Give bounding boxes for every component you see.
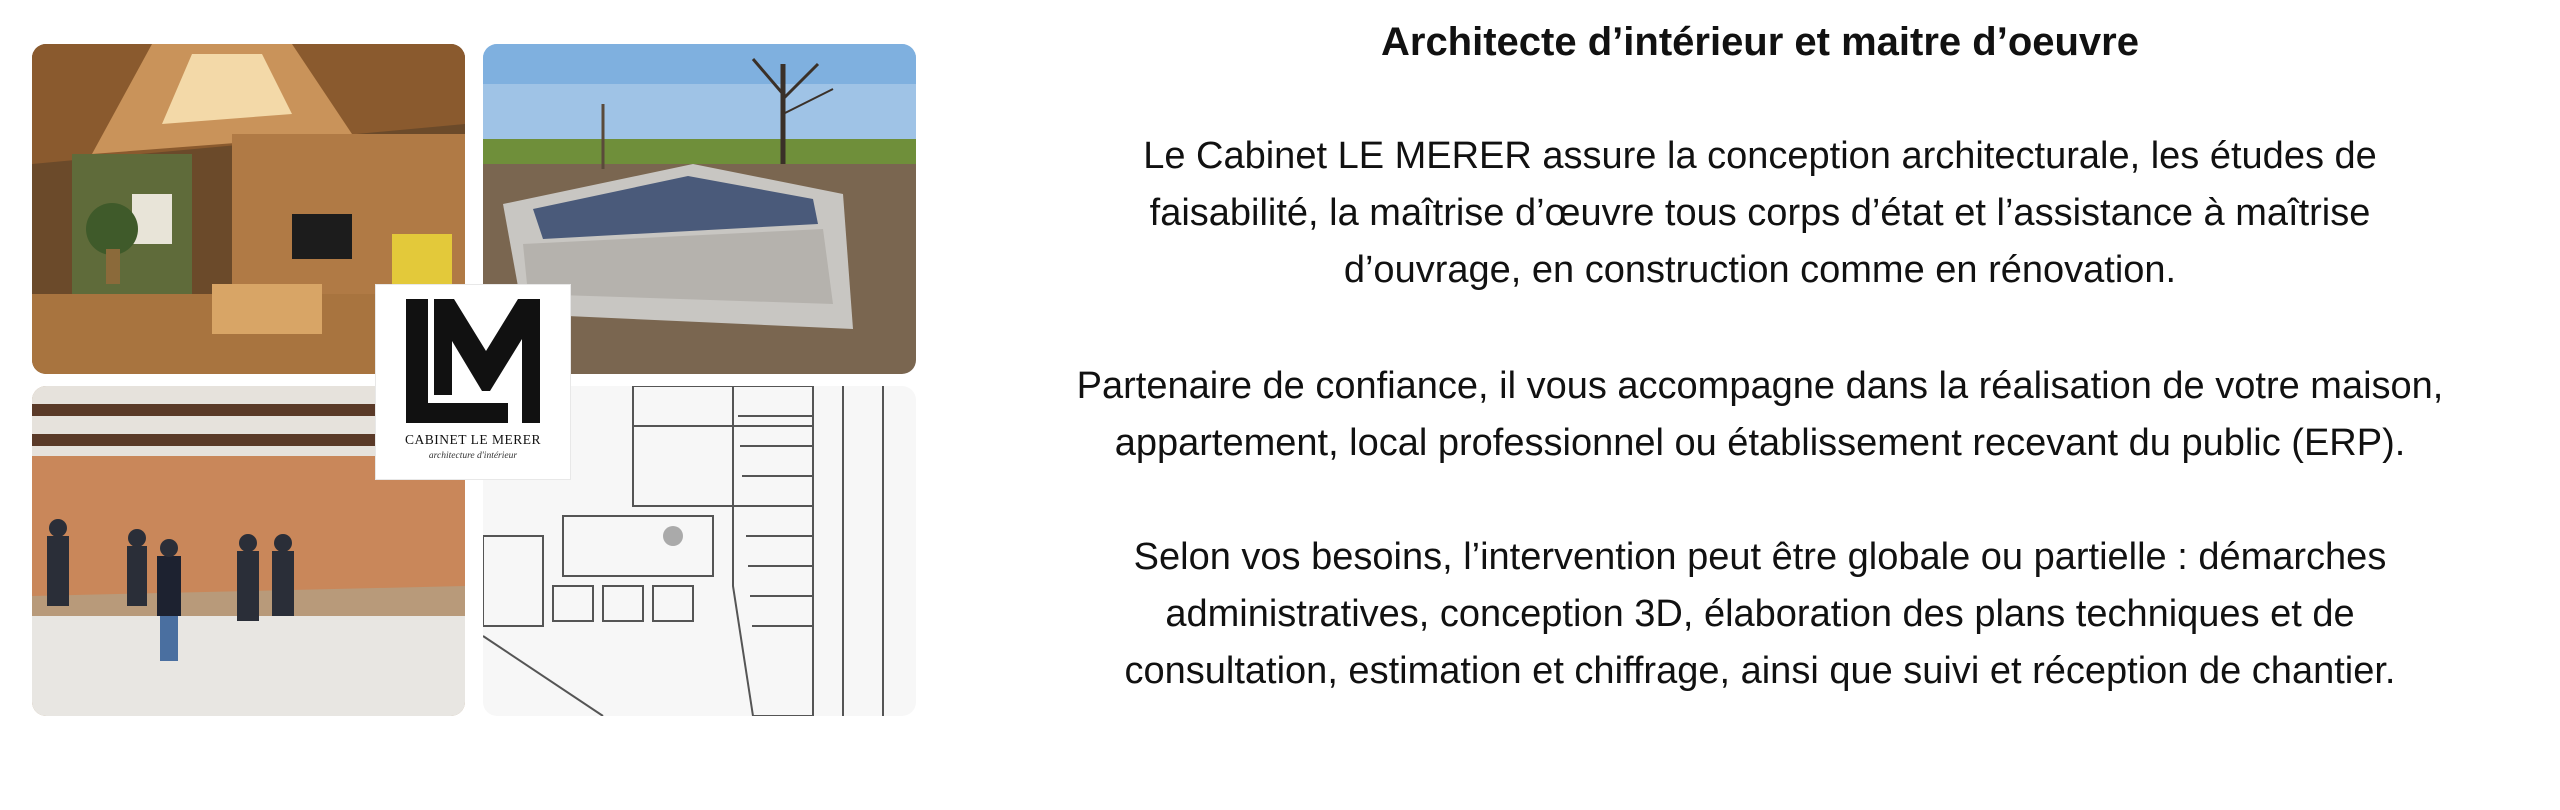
photo-collage [0, 0, 940, 810]
paragraph-partner [960, 358, 2560, 472]
lm-monogram-icon [398, 295, 548, 427]
paragraph-line: Selon vos besoins, l’intervention peut être globale ou partielle : démarches [1133, 536, 2387, 578]
paragraph-services [960, 128, 2560, 299]
paragraph-line: consultation, estimation et chiffrage, ainsi que suivi et réception de chantier. [1124, 650, 2396, 692]
logo-tagline: architecture d'intérieur [428, 451, 518, 461]
paragraph-line: administratives, conception 3D, élaboration des plans techniques et de [1165, 593, 2355, 635]
paragraph-line: faisabilité, la maîtrise d’œuvre tous corps d’état et l’assistance à maîtrise [1149, 192, 2371, 234]
paragraph-line: d’ouvrage, en construction comme en rénovation. [1343, 249, 2177, 291]
logo-name: CABINET LE MERER [405, 432, 541, 447]
paragraph-line: Partenaire de confiance, il vous accompagne dans la réalisation de votre maison, [1076, 365, 2444, 407]
paragraph-line: appartement, local professionnel ou établissement recevant du public (ERP). [1114, 422, 2406, 464]
paragraph-intervention [960, 529, 2560, 700]
paragraph-line: Le Cabinet LE MERER assure la conception architecturale, les études de [1143, 135, 2377, 177]
page-title: Architecte d’intérieur et maitre d’oeuvre [1380, 20, 2139, 64]
cabinet-logo [376, 285, 570, 479]
